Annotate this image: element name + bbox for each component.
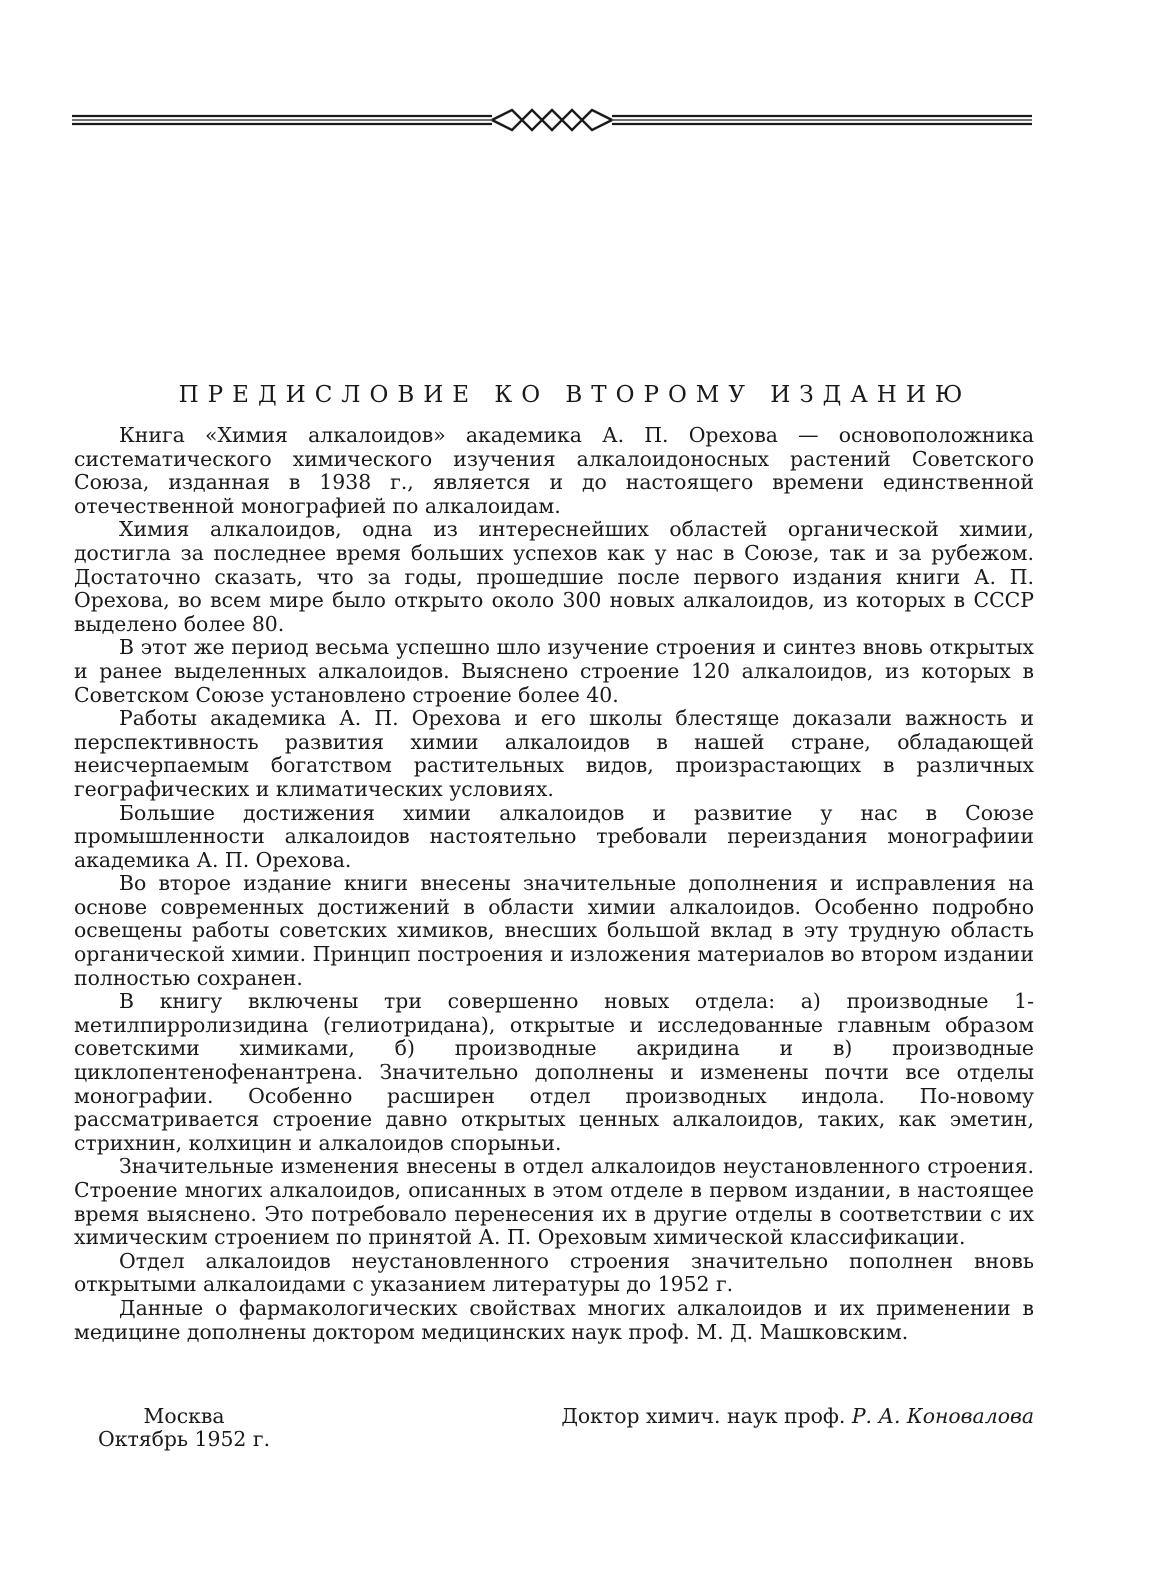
paragraph: Во второе издание книги внесены значительные дополнения и исправления на основе современных достижений в области химии алкалоидов. Особенно подробно освещены работы советских химиков, внесших большой вклад в эту трудную область органической химии. Принцип построения и изложения материалов во втором издании полностью сохранен.: [74, 871, 1034, 990]
paragraph: Книга «Химия алкалоидов» академика А. П. Орехова — основоположника систематического химического изучения алкалоидоносных растений Советского Союза, изданная в 1938 г., является и до настоящего времени единственной отечественной монографией по алкалоидам.: [74, 423, 1034, 518]
page-title: ПРЕДИСЛОВИЕ КО ВТОРОМУ ИЗДАНИЮ: [178, 382, 972, 408]
paragraph: Отдел алкалоидов неустановленного строения значительно пополнен вновь открытыми алкалоидами с указанием литературы до 1952 г.: [74, 1248, 1034, 1297]
date: Октябрь 1952 г.: [98, 1427, 271, 1451]
author-name: Р. А. Коновалова: [851, 1404, 1034, 1428]
author-title: Доктор химич. наук проф.: [561, 1404, 846, 1428]
author: [561, 1405, 1034, 1428]
place-date: [98, 1405, 270, 1451]
preface-body: [74, 424, 1034, 1344]
signature-block: [74, 1405, 1034, 1465]
place: Москва: [143, 1404, 225, 1428]
paragraph: Значительные изменения внесены в отдел алкалоидов неустановленного строения. Строение многих алкалоидов, описанных в этом отделе в первом издании, в настоящее время выяснено. Это потребовало перенесения их в другие отделы в соответствии с их химическим строением по принятой А. П. Ореховым химической классификации.: [74, 1154, 1034, 1250]
paragraph: В этот же период весьма успешно шло изучение строения и синтез вновь открытых и ранее выделенных алкалоидов. Выяснено строение 120 алкалоидов, из которых в Советском Союзе установлено строение более 40.: [74, 635, 1034, 707]
paragraph: Работы академика А. П. Орехова и его школы блестяще доказали важность и перспективность развития химии алкалоидов в нашей стране, обладающей неисчерпаемым богатством растительных видов, произрастающих в различных географических и климатических условиях.: [74, 706, 1034, 801]
paragraph: Большие достижения химии алкалоидов и развитие у нас в Союзе промышленности алкалоидов настоятельно требовали переиздания монографиии академика А. П. Орехова.: [74, 800, 1034, 872]
header-ornament: [72, 100, 1032, 140]
paragraph: В книгу включены три совершенно новых отдела: а) производные 1-метилпирролизидина (гелиотридана), открытые и исследованные главным образом советскими химиками, б) производные акридина и в) производные циклопентенофенантрена. Значительно дополнены и изменены почти все отделы монографии. Особенно расширен отдел производных индола. По-новому рассматривается строение давно открытых ценных алкалоидов, таких, как эметин, стрихнин, колхицин и алкалоидов спорыньи.: [74, 989, 1034, 1155]
paragraph: Данные о фармакологических свойствах многих алкалоидов и их применении в медицине дополнены доктором медицинских наук проф. М. Д. Машковским.: [74, 1295, 1034, 1344]
paragraph: Химия алкалоидов, одна из интереснейших областей органической химии, достигла за последнее время больших успехов как у нас в Союзе, так и за рубежом. Достаточно сказать, что за годы, прошедшие после первого издания книги А. П. Орехова, во всем мире было открыто около 300 новых алкалоидов, из которых в СССР выделено более 80.: [74, 517, 1034, 636]
